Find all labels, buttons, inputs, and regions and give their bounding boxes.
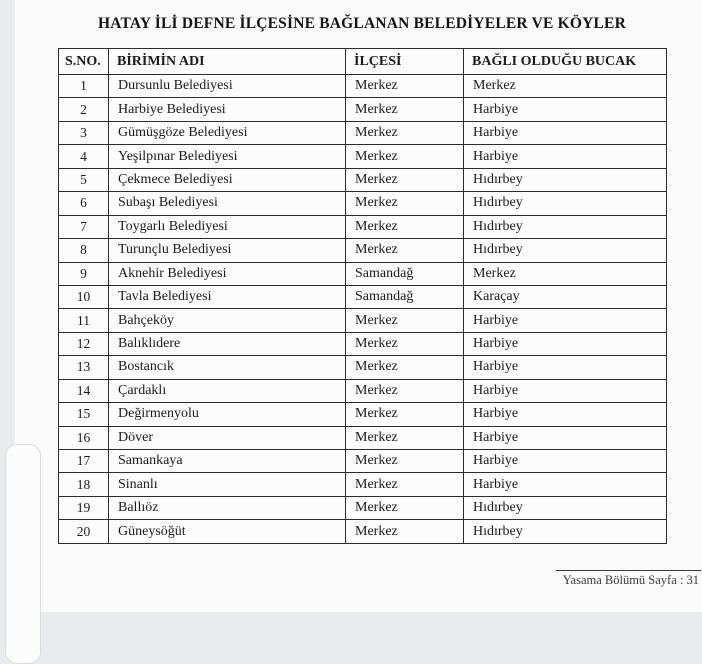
cell-district: Merkez [346,192,464,215]
table-row [59,285,667,308]
table-row [59,215,667,238]
cell-serial-number: 7 [59,215,109,238]
cell-serial-number: 3 [59,121,109,144]
cell-unit-name: Bostancık [109,356,346,379]
table-row [59,473,667,496]
table-row [59,496,667,519]
cell-unit-name: Aknehir Belediyesi [109,262,346,285]
cell-district: Samandağ [346,262,464,285]
table-row [59,403,667,426]
cell-serial-number: 10 [59,285,109,308]
table-row [59,356,667,379]
cell-bucak: Merkez [464,75,667,98]
cell-district: Merkez [346,121,464,144]
cell-unit-name: Sinanlı [109,473,346,496]
table-row [59,379,667,402]
cell-unit-name: Gümüşgöze Belediyesi [109,121,346,144]
cell-bucak: Hıdırbey [464,168,667,191]
cell-bucak: Harbiye [464,356,667,379]
cell-district: Merkez [346,520,464,543]
cell-unit-name: Çardaklı [109,379,346,402]
cell-district: Merkez [346,450,464,473]
cell-bucak: Harbiye [464,450,667,473]
cell-unit-name: Güneysöğüt [109,520,346,543]
cell-district: Merkez [346,356,464,379]
background-card-corner [5,444,41,664]
cell-bucak: Hıdırbey [464,215,667,238]
table-row [59,168,667,191]
cell-bucak: Hıdırbey [464,239,667,262]
cell-bucak: Harbiye [464,426,667,449]
cell-serial-number: 6 [59,192,109,215]
cell-unit-name: Çekmece Belediyesi [109,168,346,191]
cell-bucak: Harbiye [464,403,667,426]
cell-district: Merkez [346,426,464,449]
cell-unit-name: Balıklıdere [109,332,346,355]
document-title: HATAY İLİ DEFNE İLÇESİNE BAĞLANAN BELEDİYELER VE KÖYLER [98,15,626,32]
cell-serial-number: 11 [59,309,109,332]
table-row [59,239,667,262]
table-row [59,192,667,215]
cell-district: Merkez [346,473,464,496]
cell-district: Merkez [346,168,464,191]
cell-serial-number: 20 [59,520,109,543]
cell-serial-number: 14 [59,379,109,402]
cell-district: Merkez [346,145,464,168]
cell-serial-number: 16 [59,426,109,449]
cell-bucak: Harbiye [464,121,667,144]
cell-bucak: Harbiye [464,145,667,168]
cell-district: Merkez [346,403,464,426]
cell-serial-number: 12 [59,332,109,355]
cell-serial-number: 13 [59,356,109,379]
table-row [59,98,667,121]
cell-district: Merkez [346,215,464,238]
cell-district: Merkez [346,332,464,355]
cell-district: Merkez [346,75,464,98]
cell-bucak: Karaçay [464,285,667,308]
cell-unit-name: Dursunlu Belediyesi [109,75,346,98]
cell-serial-number: 18 [59,473,109,496]
page-footer [543,570,701,588]
cell-unit-name: Ballıöz [109,496,346,519]
cell-unit-name: Samankaya [109,450,346,473]
table-row [59,520,667,543]
cell-unit-name: Döver [109,426,346,449]
table-row [59,309,667,332]
column-header-sno: S.NO. [59,49,109,75]
table-row [59,145,667,168]
table-body [59,75,667,544]
cell-unit-name: Tavla Belediyesi [109,285,346,308]
cell-serial-number: 4 [59,145,109,168]
column-header-bagli-oldugu-bucak: BAĞLI OLDUĞU BUCAK [464,49,667,75]
table-row [59,426,667,449]
cell-unit-name: Turunçlu Belediyesi [109,239,346,262]
cell-serial-number: 8 [59,239,109,262]
table-row [59,75,667,98]
cell-serial-number: 5 [59,168,109,191]
cell-district: Merkez [346,98,464,121]
cell-unit-name: Harbiye Belediyesi [109,98,346,121]
cell-serial-number: 17 [59,450,109,473]
cell-bucak: Harbiye [464,379,667,402]
cell-bucak: Hıdırbey [464,192,667,215]
cell-bucak: Hıdırbey [464,496,667,519]
cell-bucak: Harbiye [464,309,667,332]
cell-serial-number: 15 [59,403,109,426]
footer-rule [556,570,701,571]
cell-bucak: Harbiye [464,332,667,355]
footer-page-label: Yasama Bölümü Sayfa : 31 [562,573,699,587]
cell-serial-number: 2 [59,98,109,121]
cell-district: Merkez [346,496,464,519]
cell-unit-name: Bahçeköy [109,309,346,332]
table-row [59,262,667,285]
table-header [59,49,667,75]
cell-district: Merkez [346,309,464,332]
cell-district: Merkez [346,239,464,262]
cell-bucak: Harbiye [464,98,667,121]
column-header-birimin-adi: BİRİMİN ADI [109,49,346,75]
cell-unit-name: Yeşilpınar Belediyesi [109,145,346,168]
table-row [59,121,667,144]
cell-serial-number: 1 [59,75,109,98]
cell-serial-number: 9 [59,262,109,285]
cell-unit-name: Değirmenyolu [109,403,346,426]
municipalities-table [58,48,667,544]
cell-district: Samandağ [346,285,464,308]
table-header-row [59,49,667,75]
cell-bucak: Merkez [464,262,667,285]
cell-bucak: Harbiye [464,473,667,496]
cell-unit-name: Toygarlı Belediyesi [109,215,346,238]
cell-bucak: Hıdırbey [464,520,667,543]
cell-serial-number: 19 [59,496,109,519]
cell-district: Merkez [346,379,464,402]
column-header-ilcesi: İLÇESİ [346,49,464,75]
cell-unit-name: Subaşı Belediyesi [109,192,346,215]
table-row [59,332,667,355]
table-row [59,450,667,473]
